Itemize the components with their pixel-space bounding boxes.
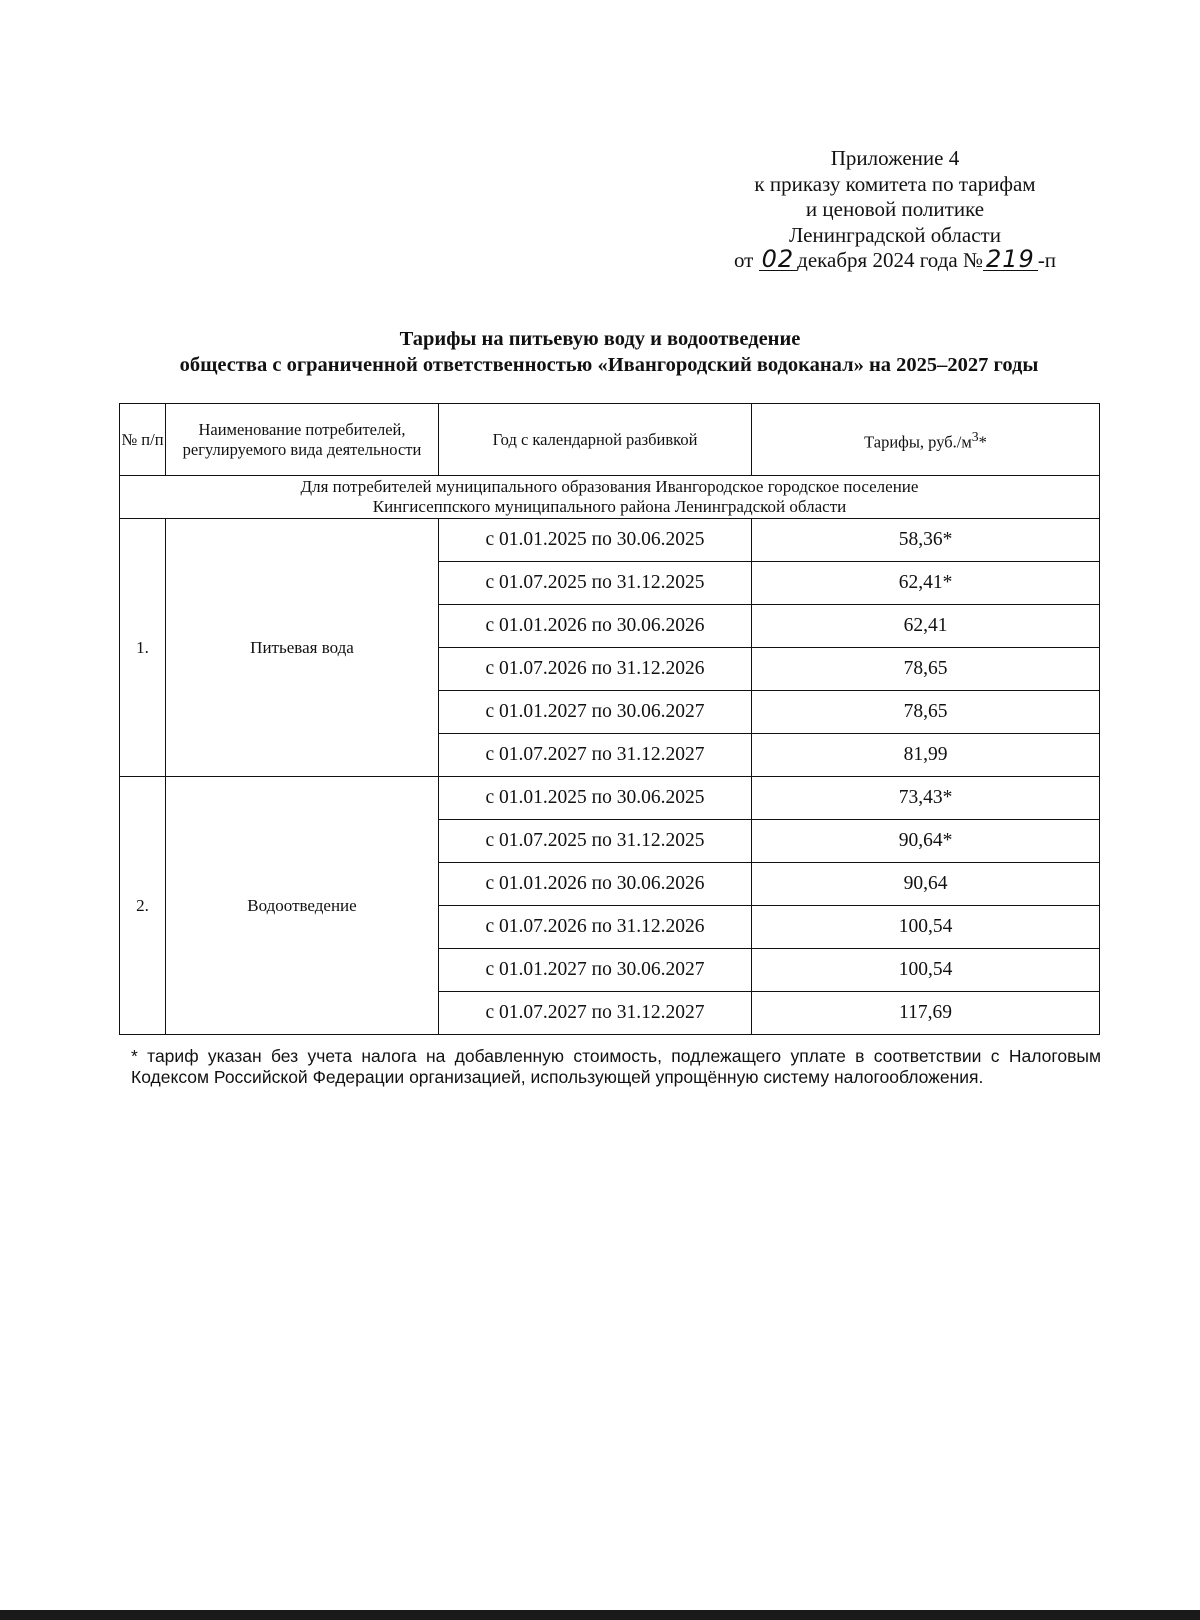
table-header-row	[120, 404, 1100, 476]
period-cell: с 01.01.2025 по 30.06.2025	[439, 519, 752, 562]
section-line-1: Для потребителей муниципального образования Ивангородское городское поселение	[300, 477, 919, 496]
period-cell: с 01.07.2026 по 31.12.2026	[439, 648, 752, 691]
date-prefix: от	[733, 248, 754, 272]
group-name: Водоотведение	[166, 777, 439, 1035]
tariff-value-cell: 62,41	[752, 605, 1100, 648]
tariff-value-cell: 62,41*	[752, 562, 1100, 605]
tariff-value-cell: 117,69	[752, 992, 1100, 1035]
period-cell: с 01.01.2025 по 30.06.2025	[439, 777, 752, 820]
annex-region: Ленинградской области	[789, 222, 1001, 247]
order-suffix: -п	[1037, 248, 1057, 272]
tariff-value-cell: 78,65	[752, 691, 1100, 734]
section-cell	[120, 476, 1100, 519]
header-tariff-text: Тарифы, руб./м	[864, 432, 972, 452]
tariff-value-cell: 78,65	[752, 648, 1100, 691]
tariff-value-cell: 90,64*	[752, 820, 1100, 863]
scan-bottom-edge	[0, 1610, 1200, 1620]
handwritten-order-number: 219	[983, 248, 1038, 271]
document-title	[0, 326, 1200, 378]
period-cell: с 01.07.2026 по 31.12.2026	[439, 906, 752, 949]
section-row	[120, 476, 1100, 519]
title-line-1: Тарифы на питьевую воду и водоотведение	[399, 328, 801, 350]
tariff-value-cell: 90,64	[752, 863, 1100, 906]
header-period: Год с календарной разбивкой	[439, 404, 752, 476]
tariff-value-cell: 81,99	[752, 734, 1100, 777]
header-consumer: Наименование потребителей, регулируемого вида деятельности	[166, 404, 439, 476]
date-middle: декабря 2024 года №	[797, 248, 983, 272]
period-cell: с 01.01.2027 по 30.06.2027	[439, 691, 752, 734]
annex-title: Приложение 4	[830, 146, 960, 170]
tariff-value-cell: 73,43*	[752, 777, 1100, 820]
header-num: № п/п	[120, 404, 166, 476]
period-cell: с 01.07.2025 по 31.12.2025	[439, 562, 752, 605]
title-line-2: общества с ограниченной ответственностью «Ивангородский водоканал» на 2025–2027 годы	[179, 354, 1039, 376]
period-cell: с 01.07.2027 по 31.12.2027	[439, 734, 752, 777]
tariff-value-cell: 100,54	[752, 906, 1100, 949]
table-row	[120, 777, 1100, 820]
period-cell: с 01.07.2025 по 31.12.2025	[439, 820, 752, 863]
annex-header	[700, 146, 1090, 274]
header-tariff-star: *	[978, 432, 987, 452]
tariff-value-cell: 58,36*	[752, 519, 1100, 562]
annex-committee: и ценовой политике	[805, 197, 985, 221]
group-num: 1.	[120, 519, 166, 777]
header-tariff-sup: 3	[971, 428, 979, 444]
group-num: 2.	[120, 777, 166, 1035]
tariff-value-cell: 100,54	[752, 949, 1100, 992]
period-cell: с 01.07.2027 по 31.12.2027	[439, 992, 752, 1035]
header-tariff	[752, 404, 1100, 476]
footnote: * тариф указан без учета налога на добавленную стоимость, подлежащего уплате в соответствии с Налоговым Кодексом Российской Федерации организацией, использующей упрощённую систему налогообложения.	[131, 1046, 1101, 1087]
period-cell: с 01.01.2026 по 30.06.2026	[439, 605, 752, 648]
annex-order-ref: к приказу комитета по тарифам	[754, 171, 1036, 196]
annex-date-line	[700, 245, 1090, 274]
period-cell: с 01.01.2026 по 30.06.2026	[439, 863, 752, 906]
tariffs-table	[119, 403, 1100, 1035]
handwritten-day: 02	[759, 248, 798, 271]
group-name: Питьевая вода	[166, 519, 439, 777]
table-row	[120, 519, 1100, 562]
section-line-2: Кингисеппского муниципального района Ленинградской области	[372, 497, 847, 516]
period-cell: с 01.01.2027 по 30.06.2027	[439, 949, 752, 992]
